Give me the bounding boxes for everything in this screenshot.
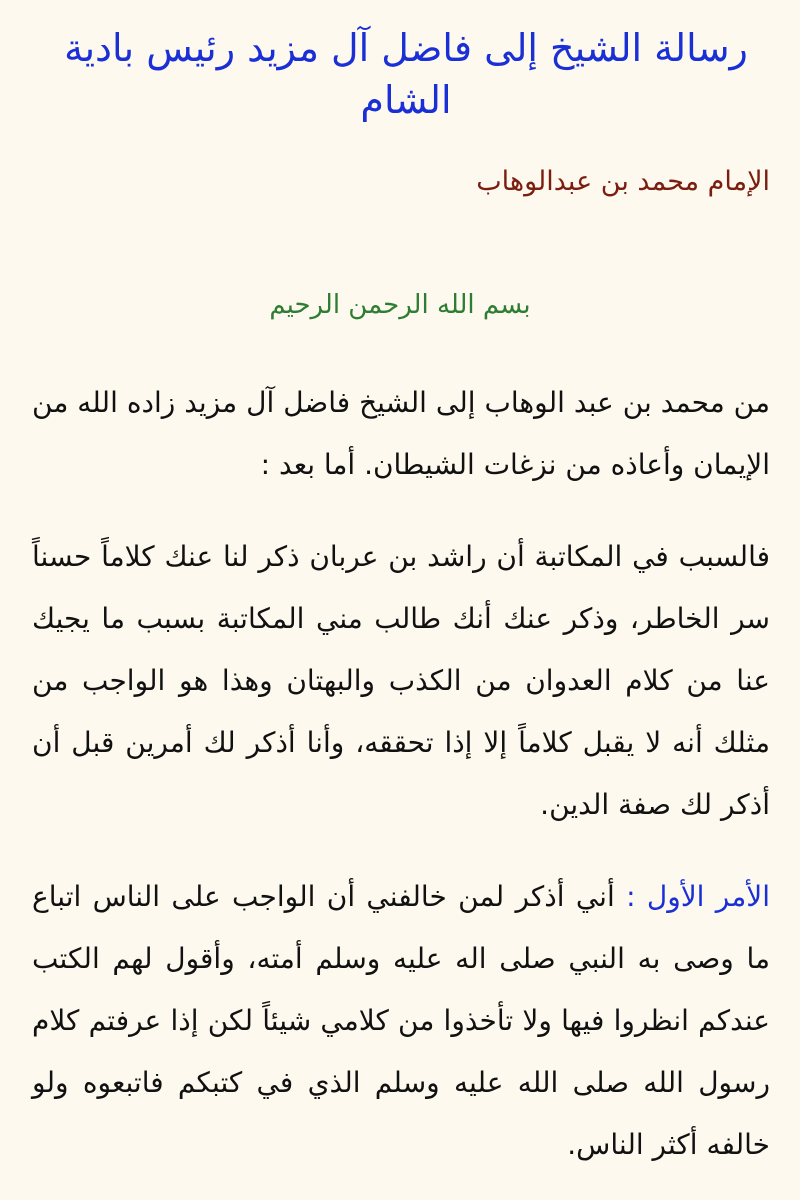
first-matter-text: أني أذكر لمن خالفني أن الواجب على الناس اتباع ما وصى به النبي صلى اله عليه وسلم أمته، وأقول لهم الكتب عندكم انظروا فيها ولا تأخذوا من كلامي شيئاً لكن إذا عرفتم كلام رسول الله صلى الله عليه وسلم الذي في كتبكم فاتبعوه ولو خالفه أكثر الناس. bbox=[32, 880, 770, 1161]
document-title: رسالة الشيخ إلى فاضل آل مزيد رئيس بادية الشام bbox=[64, 26, 748, 122]
basmala: بسم الله الرحمن الرحيم bbox=[269, 290, 531, 320]
paragraph-opening: من محمد بن عبد الوهاب إلى الشيخ فاضل آل مزيد زاده الله من الإيمان وأعاذه من نزغات الشيطان. أما بعد : bbox=[32, 386, 770, 481]
paragraph-reason: فالسبب في المكاتبة أن راشد بن عربان ذكر لنا عنك كلاماً حسناً سر الخاطر، وذكر عنك أنك طالب مني المكاتبة بسبب ما يجيك عنا من كلام العدوان من الكذب والبهتان وهذا هو الواجب من مثلك أنه لا يقبل كلاماً إلا إذا تحققه، وأنا أذكر لك أمرين قبل أن أذكر لك صفة الدين. bbox=[32, 540, 770, 821]
paragraph-first-matter bbox=[32, 866, 770, 1176]
author-name: الإمام محمد بن عبدالوهاب bbox=[476, 166, 770, 197]
first-matter-label: الأمر الأول : bbox=[626, 880, 770, 913]
